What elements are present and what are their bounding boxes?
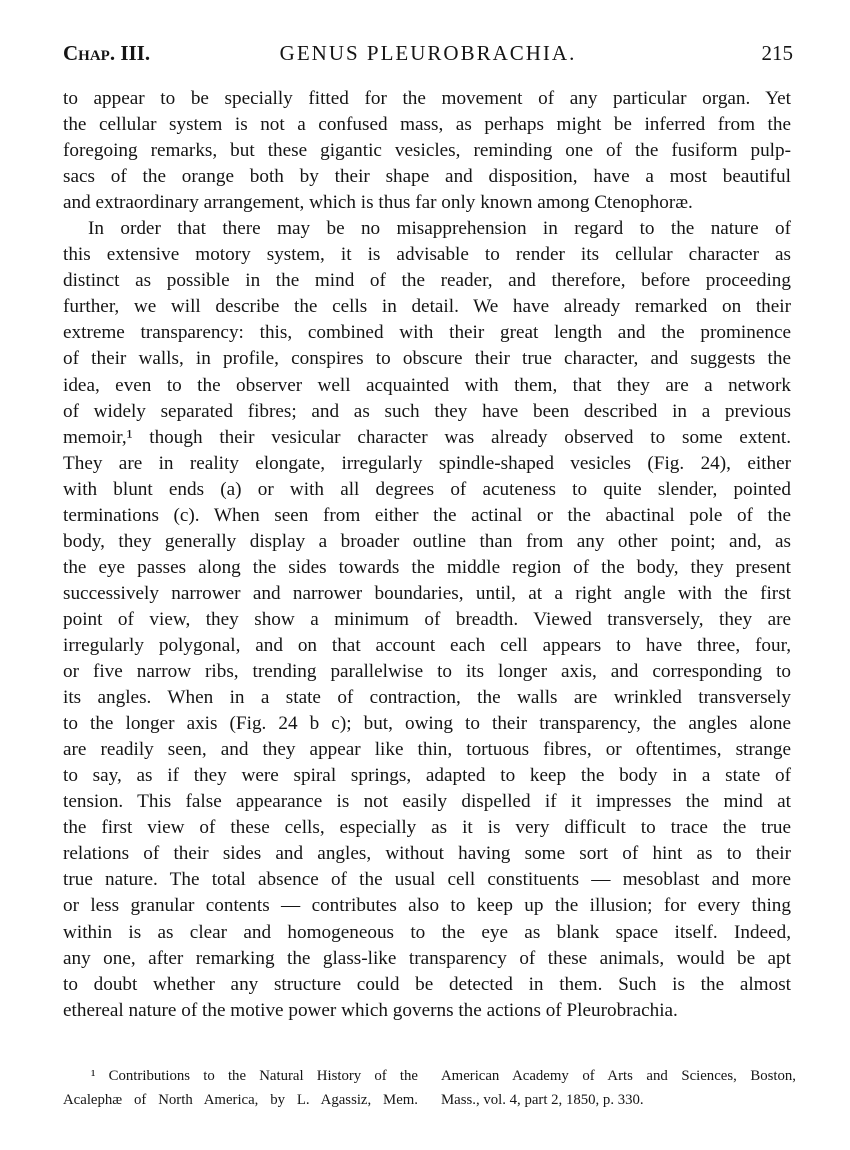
text-line: the cellular system is not a confused mass, as perhaps might be inferred from the (63, 114, 791, 136)
text-line: this extensive motory system, it is advisable to render its cellular character as (63, 244, 791, 266)
body-text (63, 86, 791, 1024)
text-line: are readily seen, and they appear like thin, tortuous fibres, or oftentimes, strange (63, 739, 791, 761)
text-line: the eye passes along the sides towards the middle region of the body, they present (63, 556, 791, 578)
footnote-right-column (441, 1064, 796, 1112)
text-line: to say, as if they were spiral springs, adapted to keep the body in a state of (63, 765, 791, 787)
text-line: true nature. The total absence of the usual cell constituents — mesoblast and more (63, 869, 791, 891)
chapter-label: Chap. III. (63, 41, 151, 65)
text-line: memoir,¹ though their vesicular character was already observed to some extent. (63, 426, 791, 448)
text-line: terminations (c). When seen from either the actinal or the abactinal pole of the (63, 504, 791, 526)
footnote-line: ¹ Contributions to the Natural History of the (91, 1068, 418, 1084)
text-line: of their walls, in profile, conspires to obscure their true character, and suggests the (63, 348, 791, 370)
text-line: distinct as possible in the mind of the reader, and therefore, before proceeding (63, 270, 791, 292)
text-line: to doubt whether any structure could be detected in them. Such is the almost (63, 973, 791, 995)
text-line: extreme transparency: this, combined with their great length and the prominence (63, 322, 791, 344)
footnote-line: Mass., vol. 4, part 2, 1850, p. 330. (441, 1092, 644, 1108)
text-line: to appear to be specially fitted for the movement of any particular organ. Yet (63, 88, 791, 109)
text-line: the first view of these cells, especially as it is very difficult to trace the true (63, 817, 791, 839)
footnote-line: Acalephæ of North America, by L. Agassiz, Mem. (63, 1092, 418, 1108)
footnote-left-column (63, 1064, 418, 1112)
text-line: further, we will describe the cells in detail. We have already remarked on their (63, 296, 791, 318)
text-line: sacs of the orange both by their shape and disposition, have a most beautiful (63, 166, 791, 188)
footnote-line: American Academy of Arts and Sciences, Boston, (441, 1068, 796, 1084)
text-line: or five narrow ribs, trending parallelwise to its longer axis, and corresponding to (63, 661, 791, 683)
text-line: any one, after remarking the glass-like transparency of these animals, would be apt (63, 947, 791, 969)
text-line: foregoing remarks, but these gigantic vesicles, reminding one of the fusiform pulp- (63, 140, 791, 162)
text-line: In order that there may be no misapprehension in regard to the nature of (88, 218, 791, 240)
text-line: of widely separated fibres; and as such they have been described in a previous (63, 400, 791, 422)
text-line: to the longer axis (Fig. 24 b c); but, owing to their transparency, the angles alone (63, 713, 791, 735)
text-line: point of view, they show a minimum of breadth. Viewed transversely, they are (63, 608, 791, 630)
text-line: They are in reality elongate, irregularly spindle-shaped vesicles (Fig. 24), either (63, 452, 791, 474)
text-line: its angles. When in a state of contraction, the walls are wrinkled transversely (63, 687, 791, 709)
text-line: ethereal nature of the motive power which governs the actions of Pleurobrachia. (63, 999, 678, 1021)
running-title: GENUS PLEUROBRACHIA. (279, 41, 577, 65)
text-line: and extraordinary arrangement, which is thus far only known among Ctenophoræ. (63, 192, 693, 214)
text-line: tension. This false appearance is not easily dispelled if it impresses the mind at (63, 791, 791, 813)
text-line: relations of their sides and angles, without having some sort of hint as to their (63, 843, 791, 865)
text-line: irregularly polygonal, and on that account each cell appears to have three, four, (63, 634, 791, 656)
page-number: 215 (761, 41, 793, 65)
text-line: idea, even to the observer well acquainted with them, that they are a network (63, 374, 791, 396)
text-line: with blunt ends (a) or with all degrees of acuteness to quite slender, pointed (63, 478, 791, 500)
running-header (63, 41, 793, 71)
text-line: or less granular contents — contributes also to keep up the illusion; for every thing (63, 895, 791, 917)
text-line: successively narrower and narrower boundaries, until, at a right angle with the first (63, 582, 791, 604)
text-line: within is as clear and homogeneous to the eye as blank space itself. Indeed, (63, 921, 791, 943)
text-line: body, they generally display a broader outline than from any other point; and, as (63, 530, 791, 552)
